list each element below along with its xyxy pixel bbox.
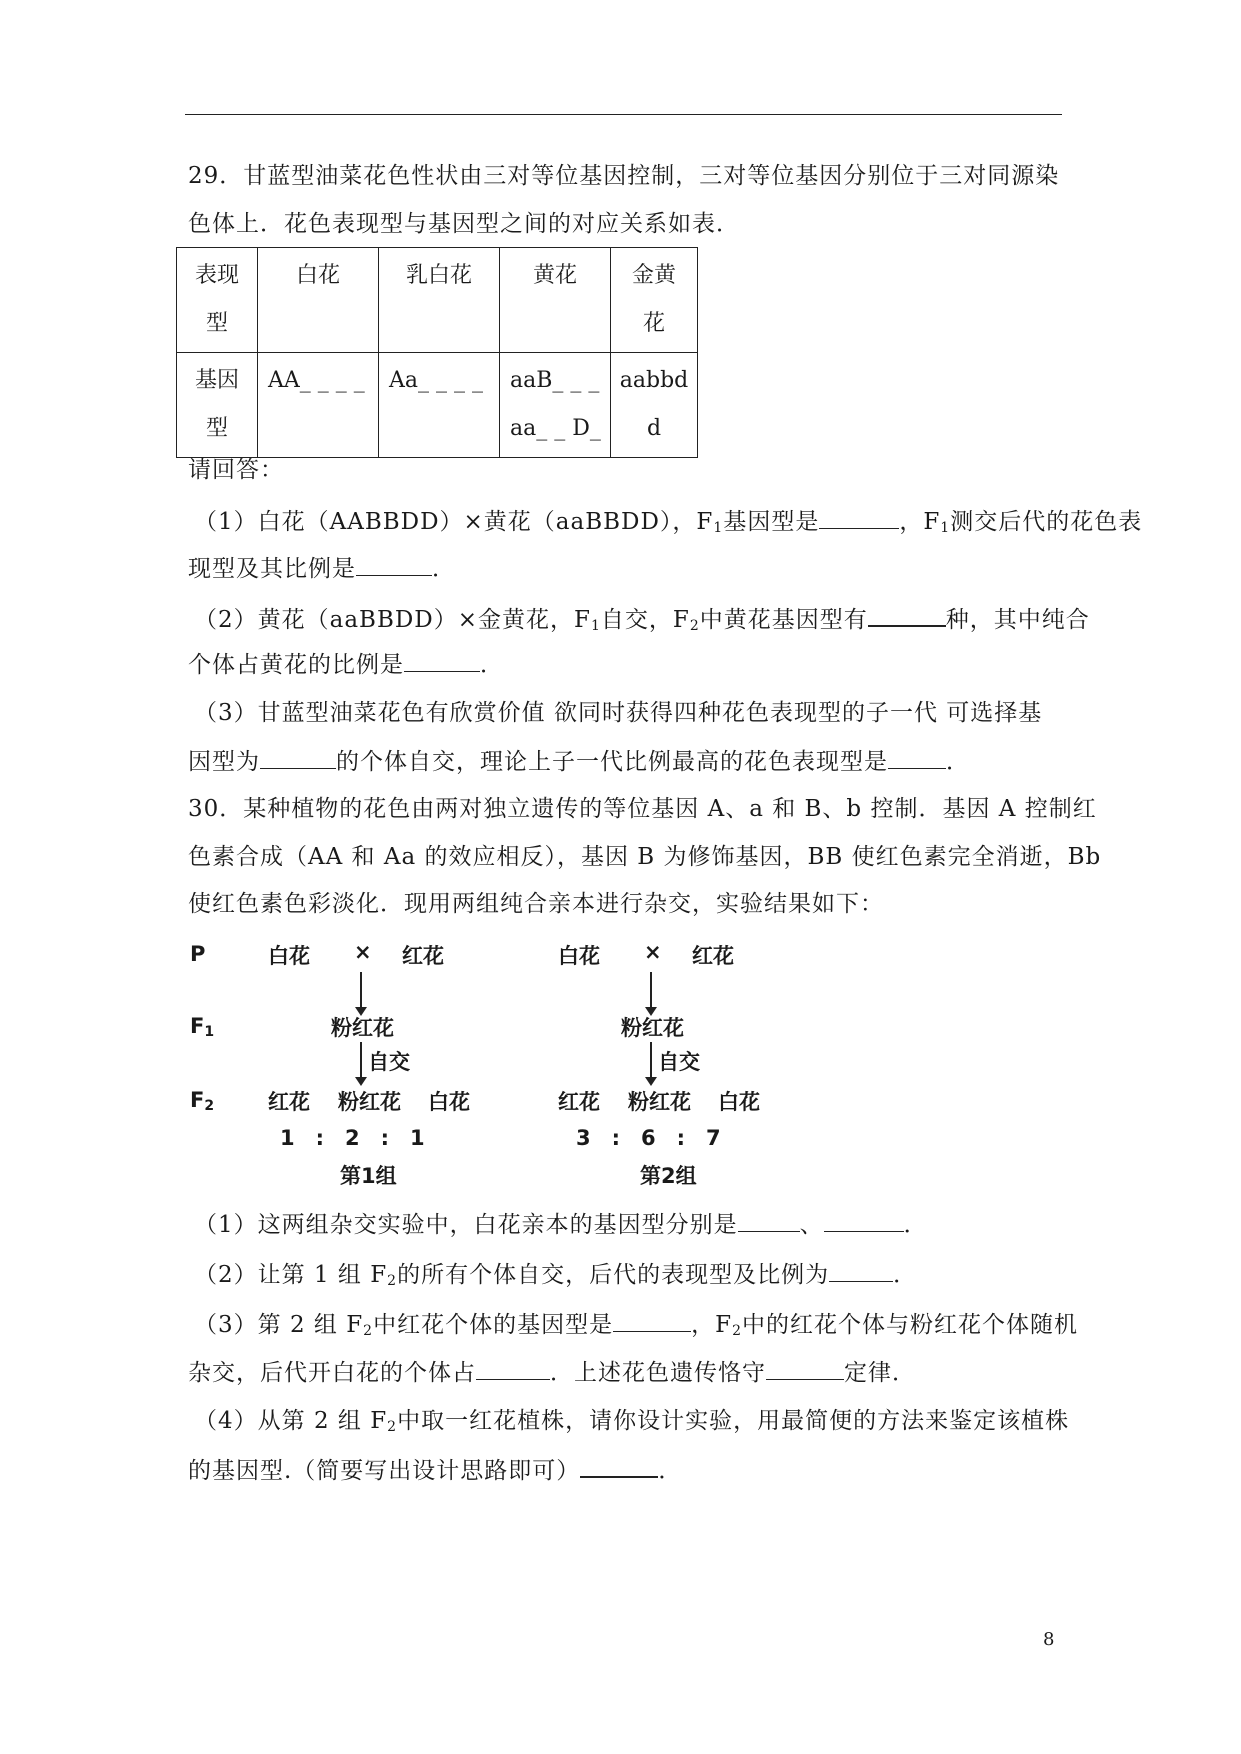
table-cell: AA_ _ _ _ xyxy=(258,353,379,458)
q29-line1: 29．甘蓝型油菜花色性状由三对等位基因控制，三对等位基因分别位于三对同源染 xyxy=(188,163,1060,189)
g2-label: 第2组 xyxy=(640,1164,697,1188)
answer-blank[interactable] xyxy=(613,1309,691,1332)
g1-self-label: 自交 xyxy=(368,1050,410,1074)
q30-line2: 色素合成（AA 和 Aa 的效应相反），基因 B 为修饰基因，BB 使红色素完全消逝，Bb xyxy=(188,844,1102,870)
g1-parent-red: 红花 xyxy=(402,944,444,968)
g1-arrow-down-icon xyxy=(360,972,362,1010)
g1-parent-white: 白花 xyxy=(268,944,310,968)
g2-f1-pink: 粉红花 xyxy=(621,1016,684,1040)
g2-f2-red: 红花 xyxy=(558,1090,600,1114)
table-cell: 金黄 花 xyxy=(611,248,698,353)
table-cell: Aa_ _ _ _ xyxy=(379,353,500,458)
answer-blank[interactable] xyxy=(868,603,946,627)
answer-blank[interactable] xyxy=(580,1454,658,1478)
answer-blank[interactable] xyxy=(356,553,432,576)
q30-line3: 使红色素色彩淡化．现用两组纯合亲本进行杂交，实验结果如下： xyxy=(188,891,884,917)
table-cell: 表现 型 xyxy=(177,248,258,353)
table-row xyxy=(177,248,698,353)
table-cell: 白花 xyxy=(258,248,379,353)
q29-line2: 色体上．花色表现型与基因型之间的对应关系如表． xyxy=(188,211,740,237)
label-f2: $F_2$ xyxy=(190,1088,215,1114)
answer-blank[interactable] xyxy=(404,649,480,672)
q30-part1: （1）这两组杂交实验中，白花亲本的基因型分别是 、 ． xyxy=(194,1209,928,1240)
label-p: P xyxy=(190,942,206,966)
q29-part2-line1: （2）黄花（aaBBDD）×金黄花，$F_1$自交，$F_2$中黄花基因型有 种，其中纯合 xyxy=(194,603,1090,635)
q30-part2: （2）让第 1 组 $F_2$的所有个体自交，后代的表现型及比例为 ． xyxy=(194,1259,917,1290)
table-cell: 基因 型 xyxy=(177,353,258,458)
table-cell: 乳白花 xyxy=(379,248,500,353)
cross-diagram xyxy=(188,924,758,1192)
g1-label: 第1组 xyxy=(340,1164,397,1188)
q30-part3-line2: 杂交，后代开白花的个体占 ．上述花色遗传恪守 定律． xyxy=(188,1357,916,1388)
g2-parent-red: 红花 xyxy=(692,944,734,968)
table-cell: aabbd d xyxy=(611,353,698,458)
g2-arrow-down-icon xyxy=(650,1042,652,1080)
g2-self-label: 自交 xyxy=(658,1050,700,1074)
q30-part4-line1: （4）从第 2 组 $F_2$中取一红花植株，请你设计实验，用最简便的方法来鉴定该植株 xyxy=(194,1408,1070,1435)
page-number: 8 xyxy=(1043,1629,1055,1650)
table-row xyxy=(177,353,698,458)
q30-part3-line1: （3）第 2 组 $F_2$中红花个体的基因型是 ，$F_2$中的红花个体与粉红花个体随机 xyxy=(194,1309,1078,1340)
flower-color-table xyxy=(176,247,698,458)
answer-blank[interactable] xyxy=(476,1357,550,1380)
header-rule xyxy=(185,114,1062,115)
g2-f2-white: 白花 xyxy=(718,1090,760,1114)
q29-part2-line2: 个体占黄花的比例是 ． xyxy=(188,649,504,680)
q30-part4-line2: 的基因型.（简要写出设计思路即可） ． xyxy=(188,1454,682,1486)
g1-f2-pink: 粉红花 xyxy=(338,1090,401,1114)
answer-blank[interactable] xyxy=(888,746,946,769)
answer-blank[interactable] xyxy=(766,1357,844,1380)
table-cell: aaB_ _ _ aa_ _ D_ xyxy=(500,353,611,458)
table-cell: 黄花 xyxy=(500,248,611,353)
q29-part3-line1: （3）甘蓝型油菜花色有欣赏价值 欲同时获得四种花色表现型的子一代 可选择基 xyxy=(194,700,1043,726)
q29-prompt: 请回答： xyxy=(188,457,284,483)
answer-blank[interactable] xyxy=(824,1209,904,1232)
g1-cross-sign: × xyxy=(354,940,372,964)
g2-f2-pink: 粉红花 xyxy=(628,1090,691,1114)
q29-part3-line2: 因型为 的个体自交，理论上子一代比例最高的花色表现型是 ． xyxy=(188,746,970,777)
g1-f1-pink: 粉红花 xyxy=(331,1016,394,1040)
q29-part1-line1: （1）白花（AABBDD）×黄花（aaBBDD），$F_1$基因型是 ，$F_1$测交后代的花色表 xyxy=(194,506,1142,537)
q30-line1: 30．某种植物的花色由两对独立遗传的等位基因 A、a 和 B、b 控制．基因 A 控制红 xyxy=(188,796,1097,822)
g2-arrow-down-icon xyxy=(650,972,652,1010)
answer-blank[interactable] xyxy=(819,506,899,529)
g1-ratio: 1 : 2 : 1 xyxy=(280,1126,425,1150)
g2-parent-white: 白花 xyxy=(558,944,600,968)
answer-blank[interactable] xyxy=(738,1209,800,1232)
g1-arrow-down-icon xyxy=(360,1042,362,1080)
q29-part1-line2: 现型及其比例是 ． xyxy=(188,553,456,584)
answer-blank[interactable] xyxy=(829,1259,893,1282)
answer-blank[interactable] xyxy=(260,746,336,769)
g1-f2-white: 白花 xyxy=(428,1090,470,1114)
label-f1: $F_1$ xyxy=(190,1014,215,1040)
g2-cross-sign: × xyxy=(644,940,662,964)
g1-f2-red: 红花 xyxy=(268,1090,310,1114)
g2-ratio: 3 : 6 : 7 xyxy=(576,1126,721,1150)
